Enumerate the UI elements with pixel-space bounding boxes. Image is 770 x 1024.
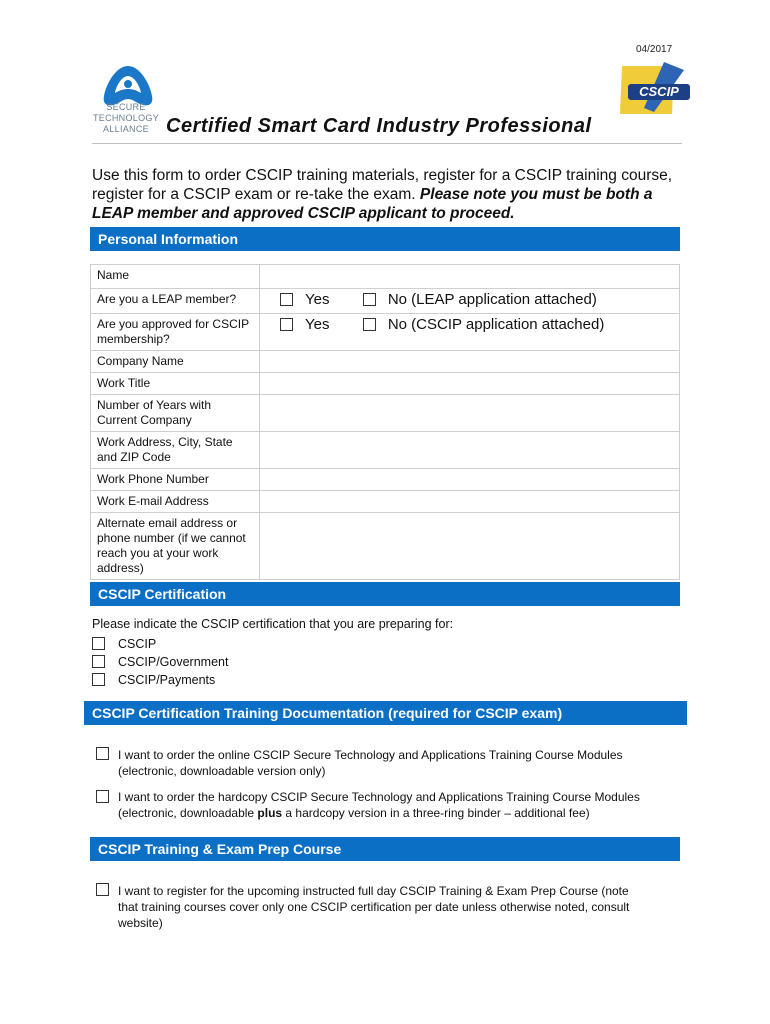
certification-prompt: Please indicate the CSCIP certification that you are preparing for: <box>92 617 454 631</box>
hardcopy-modules-text: I want to order the hardcopy CSCIP Secure Technology and Applications Training Course Modules (electronic, downloadable plus a hardcopy version in a three-ring binder – additional fee) <box>118 790 640 820</box>
hardcopy-modules-checkbox[interactable] <box>96 790 109 803</box>
cscip-option-label: CSCIP <box>118 637 157 651</box>
alternate-contact-field[interactable] <box>260 513 680 580</box>
table-row <box>91 395 680 432</box>
field-label: Company Name <box>91 351 260 373</box>
table-row <box>91 513 680 580</box>
field-label: Are you a LEAP member? <box>91 289 260 314</box>
field-label: Alternate email address or phone number (if we cannot reach you at your work address) <box>91 513 260 580</box>
org-name: SECURE TECHNOLOGY ALLIANCE <box>92 102 159 134</box>
table-row <box>91 373 680 395</box>
cscip-badge-icon <box>614 60 694 120</box>
section-cscip-certification: CSCIP Certification <box>90 582 680 606</box>
cscip-approval-options <box>260 314 680 351</box>
cscip-government-checkbox[interactable] <box>92 655 105 668</box>
work-title-field[interactable] <box>260 373 680 395</box>
work-phone-field[interactable] <box>260 469 680 491</box>
section-training-exam-prep: CSCIP Training & Exam Prep Course <box>90 837 680 861</box>
cscip-no-checkbox[interactable] <box>363 318 376 331</box>
section-personal-information: Personal Information <box>90 227 680 251</box>
field-label: Work E-mail Address <box>91 491 260 513</box>
table-row <box>91 314 680 351</box>
cscip-yes-label: Yes <box>305 316 330 333</box>
table-row <box>91 469 680 491</box>
title-divider <box>92 143 682 144</box>
cscip-no-label: No (CSCIP application attached) <box>387 316 605 333</box>
field-label: Work Phone Number <box>91 469 260 491</box>
page-title: Certified Smart Card Industry Professional <box>166 115 592 137</box>
section-training-documentation: CSCIP Certification Training Documentation (required for CSCIP exam) <box>84 701 687 725</box>
online-modules-checkbox[interactable] <box>96 747 109 760</box>
field-label: Are you approved for CSCIP membership? <box>91 314 260 351</box>
company-name-field[interactable] <box>260 351 680 373</box>
work-address-field[interactable] <box>260 432 680 469</box>
intro-paragraph: Use this form to order CSCIP training materials, register for a CSCIP training course, register for a CSCIP exam or re-take the exam. Please note you must be both a LEAP member and approved CSCIP applicant to proceed. <box>92 167 673 222</box>
personal-info-table <box>90 264 680 580</box>
cscip-yes-checkbox[interactable] <box>280 318 293 331</box>
table-row <box>91 491 680 513</box>
prep-course-text: I want to register for the upcoming instructed full day CSCIP Training & Exam Prep Course (note that training courses cover only one CSCIP certification per date unless otherwise noted, consult website) <box>118 884 630 930</box>
leap-member-options <box>260 289 680 314</box>
work-email-field[interactable] <box>260 491 680 513</box>
name-field[interactable] <box>260 265 680 289</box>
badge-label: CSCIP <box>639 84 679 99</box>
years-with-company-field[interactable] <box>260 395 680 432</box>
table-row <box>91 289 680 314</box>
leap-no-checkbox[interactable] <box>363 293 376 306</box>
field-label: Name <box>91 265 260 289</box>
prep-course-checkbox[interactable] <box>96 883 109 896</box>
table-row <box>91 432 680 469</box>
cscip-government-label: CSCIP/Government <box>118 655 229 669</box>
field-label: Work Title <box>91 373 260 395</box>
leap-yes-label: Yes <box>305 291 330 308</box>
field-label: Work Address, City, State and ZIP Code <box>91 432 260 469</box>
leap-no-label: No (LEAP application attached) <box>387 291 597 308</box>
form-date: 04/2017 <box>636 44 673 55</box>
field-label: Number of Years with Current Company <box>91 395 260 432</box>
leap-yes-checkbox[interactable] <box>280 293 293 306</box>
cscip-option-checkbox[interactable] <box>92 637 105 650</box>
table-row <box>91 351 680 373</box>
online-modules-text: I want to order the online CSCIP Secure Technology and Applications Training Course Modules (electronic, downloadable version only) <box>118 748 623 778</box>
cscip-payments-label: CSCIP/Payments <box>118 673 216 687</box>
table-row <box>91 265 680 289</box>
cscip-payments-checkbox[interactable] <box>92 673 105 686</box>
